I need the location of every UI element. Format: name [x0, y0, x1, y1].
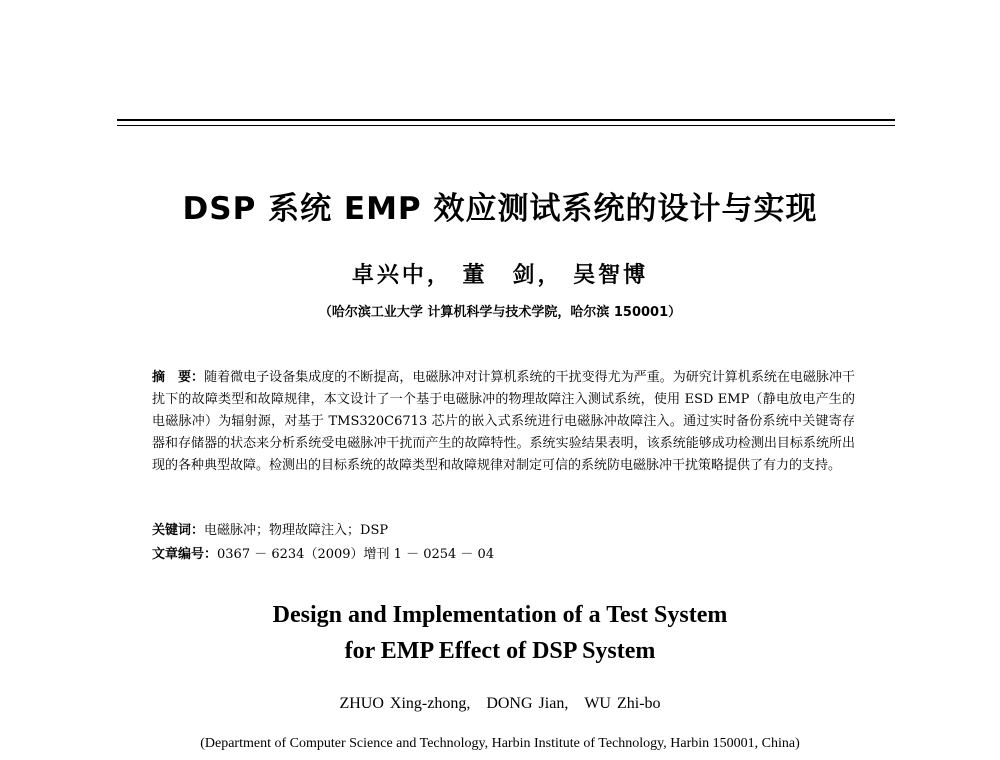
article-number-text: 0367 － 6234（2009）增刊 1 － 0254 － 04 [217, 547, 495, 562]
header-rule-thick [117, 119, 895, 121]
keywords-text: 电磁脉冲；物理故障注入；DSP [204, 523, 389, 538]
english-affiliation: (Department of Computer Science and Technology, Harbin Institute of Technology, Harbin 150001, China) [200, 736, 800, 751]
chinese-keywords [152, 521, 388, 541]
abstract-text: 随着微电子设备集成度的不断提高，电磁脉冲对计算机系统的干扰变得尤为严重。为研究计算机系统在电磁脉冲干扰下的故障类型和故障规律，本文设计了一个基于电磁脉冲的物理故障注入测试系统，使用 ESD EMP（静电放电产生的电磁脉冲）为辐射源，对基于 TMS320C6713 芯片的嵌入式系统进行电磁脉冲故障注入。通过实时备份系统中关键寄存器和存储器的状态来分析系统受电磁脉冲干扰而产生的故障特性。系统实验结果表明，该系统能够成功检测出目标系统所出现的各种典型故障。检测出的目标系统的故障类型和故障规律对制定可信的系统防电磁脉冲干扰策略提供了有力的支持。 [152, 370, 855, 473]
english-title-line-2: for EMP Effect of DSP System [344, 638, 656, 664]
chinese-authors: 卓兴中， 董 剑， 吴智博 [351, 262, 649, 288]
abstract-label: 摘 要： [152, 370, 205, 385]
chinese-abstract [152, 367, 855, 477]
chinese-title: DSP 系统 EMP 效应测试系统的设计与实现 [182, 191, 818, 227]
article-number-label: 文章编号： [152, 547, 218, 562]
english-title-line-1: Design and Implementation of a Test System [272, 602, 728, 628]
keywords-label: 关键词： [152, 523, 205, 538]
english-authors: ZHUO Xing-zhong, DONG Jian, WU Zhi-bo [339, 695, 661, 712]
chinese-affiliation: （哈尔滨工业大学 计算机科学与技术学院，哈尔滨 150001） [318, 305, 682, 320]
header-rule-thin [117, 125, 895, 126]
article-number [152, 545, 494, 565]
